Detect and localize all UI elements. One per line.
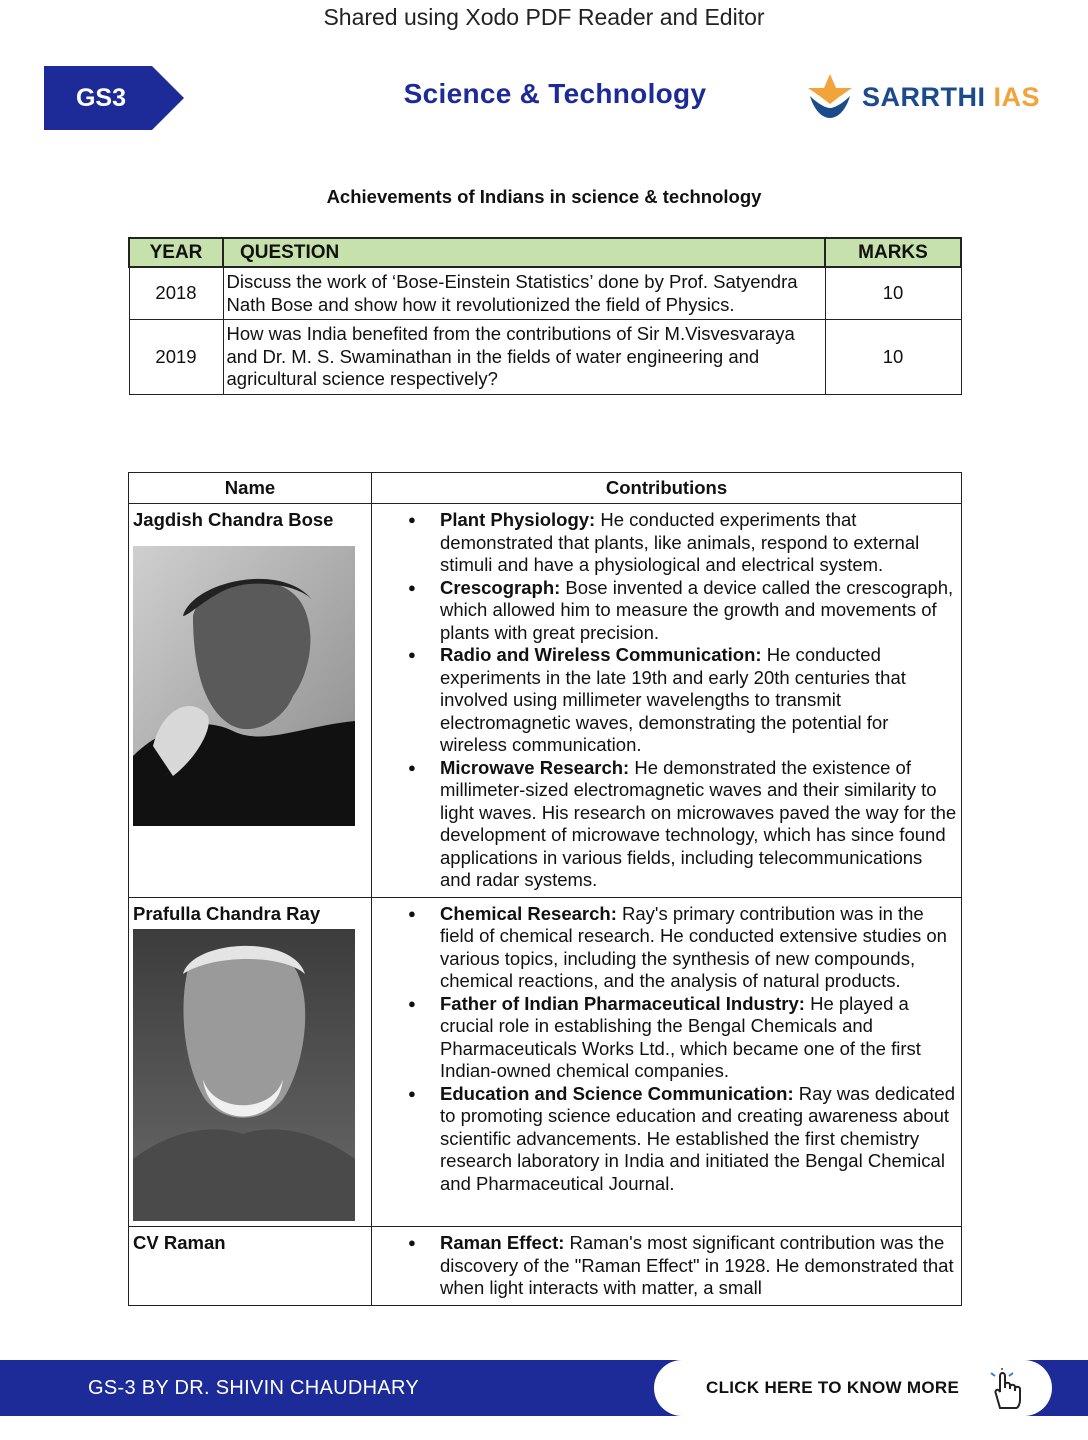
- logo-name: SARRTHI: [862, 82, 986, 112]
- gs3-badge-label: GS3: [75, 84, 127, 112]
- contribution-title: Plant Physiology:: [440, 509, 596, 530]
- question-marks: 10: [825, 267, 961, 320]
- list-item: [440, 644, 957, 757]
- contributions-header-row: [129, 473, 962, 504]
- contribution-text: He played a crucial role in establishing the Bengal Chemicals and Pharmaceuticals Works Ltd., which became one of the first Indian-owned chemical companies.: [440, 992, 921, 1081]
- logo-suffix: IAS: [993, 82, 1041, 112]
- question-text: Discuss the work of ‘Bose-Einstein Statistics’ done by Prof. Satyendra Nath Bose and show how it revolutionized the field of Physics.: [223, 267, 825, 320]
- list-item: [440, 509, 957, 577]
- contribution-title: Education and Science Communication:: [440, 1082, 794, 1104]
- portrait-pc-ray: [133, 929, 355, 1221]
- table-row: [129, 267, 961, 320]
- list-item: [440, 1232, 957, 1300]
- header-name: Name: [129, 473, 372, 504]
- table-row: [129, 1227, 962, 1306]
- contribution-text: Ray's primary contribution was in the field of chemical research. He conducted extensive studies on various topics, including the synthesis of new compounds, chemical reactions, and the analysis of natural products.: [440, 902, 947, 991]
- sarrthi-logo: [806, 72, 1046, 122]
- contribution-list: [376, 509, 957, 892]
- scientist-name: CV Raman: [133, 1232, 226, 1253]
- pointer-hand-icon: [986, 1368, 1026, 1410]
- contributions-cell: [372, 897, 962, 1227]
- footer-author: GS-3 BY DR. SHIVIN CHAUDHARY: [88, 1377, 420, 1399]
- contribution-text: He demonstrated the existence of millimeter-sized electromagnetic waves and their similarity to light waves. His research on microwaves paved the way for the development of microwave technology, which has since found applications in various fields, including telecommunications and radar systems.: [440, 756, 957, 890]
- xodo-banner: Shared using Xodo PDF Reader and Editor: [323, 4, 765, 30]
- contribution-list: [376, 903, 957, 1196]
- contribution-text: Bose invented a device called the crescograph, which allowed him to measure the growth and movements of plants with great precision.: [440, 576, 954, 643]
- contribution-title: Radio and Wireless Communication:: [440, 644, 762, 665]
- table-row: [129, 320, 961, 395]
- contribution-text: He conducted experiments that demonstrated that plants, like animals, respond to external stimuli and have a physiological and electrical system.: [440, 509, 920, 575]
- list-item: [440, 577, 957, 645]
- subject-title: Science & Technology: [403, 78, 707, 109]
- scientist-name: Jagdish Chandra Bose: [133, 509, 334, 530]
- know-more-label[interactable]: CLICK HERE TO KNOW MORE: [706, 1378, 960, 1397]
- sarrthi-logo-icon: [806, 74, 854, 120]
- header-question: QUESTION: [223, 238, 825, 267]
- contribution-title: Raman Effect:: [440, 1232, 565, 1253]
- scientist-cell: [129, 504, 372, 898]
- contributions-table: [128, 472, 962, 1306]
- list-item: [440, 903, 957, 993]
- scientist-name: Prafulla Chandra Ray: [133, 902, 321, 924]
- table-row: [129, 504, 962, 898]
- page-title: Achievements of Indians in science & technology: [326, 186, 762, 207]
- question-year: 2018: [129, 267, 223, 320]
- scientist-cell: [129, 1227, 372, 1306]
- contribution-title: Microwave Research:: [440, 756, 630, 778]
- questions-header-row: [129, 238, 961, 267]
- contributions-cell: [372, 1227, 962, 1306]
- contribution-title: Crescograph:: [440, 576, 561, 598]
- scientist-cell: [129, 897, 372, 1227]
- question-year: 2019: [129, 320, 223, 395]
- contribution-text: Ray was dedicated to promoting science education and creating awareness about scientific advancements. He established the first chemistry research laboratory in India and initiated the Bengal Chemical and Pharmaceutical Journal.: [440, 1082, 956, 1194]
- list-item: [440, 1083, 957, 1196]
- header-year: YEAR: [129, 238, 223, 267]
- table-row: [129, 897, 962, 1227]
- portrait-jc-bose: [133, 546, 355, 826]
- contributions-cell: [372, 504, 962, 898]
- contribution-title: Chemical Research:: [440, 902, 617, 924]
- question-text: How was India benefited from the contributions of Sir M.Visvesvaraya and Dr. M. S. Swaminathan in the fields of water engineering and agricultural science respectively?: [223, 320, 825, 395]
- list-item: [440, 757, 957, 892]
- questions-table: [128, 237, 962, 395]
- contribution-list: [376, 1232, 957, 1300]
- contribution-text: He conducted experiments in the late 19th and early 20th centuries that involved using millimeter wavelengths to transmit electromagnetic waves, demonstrating the potential for wireless communication.: [440, 644, 906, 755]
- header-contributions: Contributions: [372, 473, 962, 504]
- question-marks: 10: [825, 320, 961, 395]
- header-marks: MARKS: [825, 238, 961, 267]
- contribution-text: Raman's most significant contribution was the discovery of the "Raman Effect" in 1928. He demonstrated that when light interacts with matter, a small: [440, 1232, 954, 1298]
- list-item: [440, 993, 957, 1083]
- contribution-title: Father of Indian Pharmaceutical Industry:: [440, 992, 805, 1014]
